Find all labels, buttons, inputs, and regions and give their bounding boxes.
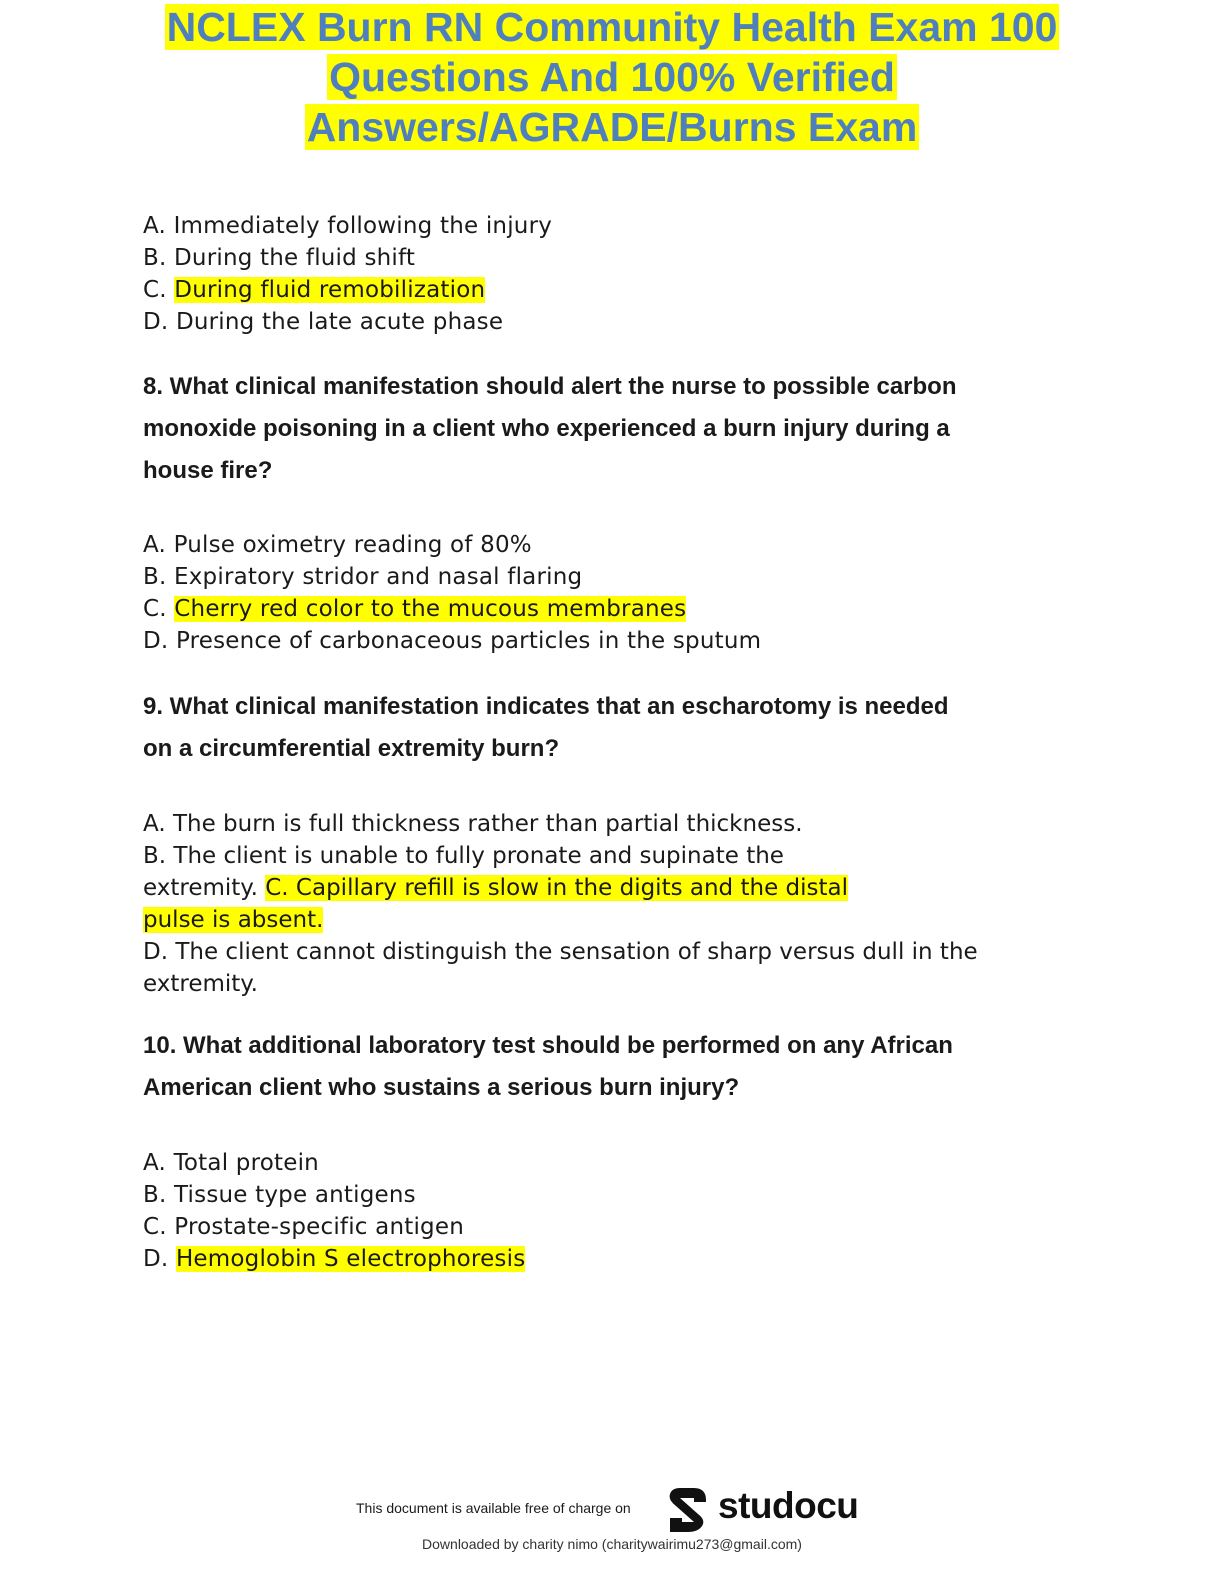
q10-option-a: A. Total protein bbox=[143, 1150, 319, 1176]
highlighted-answer: Cherry red color to the mucous membranes bbox=[174, 596, 687, 622]
q9-question: 9. What clinical manifestation indicates that an escharotomy is needed on a circumferential extremity burn? bbox=[143, 693, 949, 762]
highlighted-answer: C. Capillary refill is slow in the digits and the distal bbox=[265, 875, 848, 901]
q10-option-c: C. Prostate-specific antigen bbox=[143, 1214, 464, 1240]
q10-question: 10. What additional laboratory test should be performed on any African American client who sustains a serious burn injury? bbox=[143, 1032, 953, 1101]
q9-option-a: A. The burn is full thickness rather than partial thickness. bbox=[143, 811, 803, 837]
q7-option-d: D. During the late acute phase bbox=[143, 309, 504, 335]
q7-option-c: C. During fluid remobilization bbox=[143, 277, 486, 303]
q10-option-b: B. Tissue type antigens bbox=[143, 1182, 416, 1208]
q9-option-b-cont: extremity. bbox=[143, 875, 258, 901]
q8-option-b: B. Expiratory stridor and nasal flaring bbox=[143, 564, 583, 590]
q7-option-b: B. During the fluid shift bbox=[143, 245, 416, 271]
q8-option-d: D. Presence of carbonaceous particles in the sputum bbox=[143, 628, 762, 654]
q7-option-a: A. Immediately following the injury bbox=[143, 213, 553, 239]
downloaded-by-text: Downloaded by charity nimo (charitywairimu273@gmail.com) bbox=[422, 1536, 802, 1552]
q10-option-d: D. Hemoglobin S electrophoresis bbox=[143, 1246, 526, 1272]
q9-options bbox=[143, 808, 1103, 1000]
q8-option-c: C. Cherry red color to the mucous membranes bbox=[143, 596, 687, 622]
document-title bbox=[0, 2, 1224, 152]
studocu-logo[interactable] bbox=[664, 1484, 864, 1534]
q8-question: 8. What clinical manifestation should alert the nurse to possible carbon monoxide poisoning in a client who experienced a burn injury during a house fire? bbox=[143, 373, 957, 484]
highlighted-answer: Hemoglobin S electrophoresis bbox=[175, 1246, 526, 1272]
highlighted-answer-cont: pulse is absent. bbox=[143, 907, 324, 933]
q7-options bbox=[143, 210, 1103, 338]
q9-option-d: D. The client cannot distinguish the sensation of sharp versus dull in the bbox=[143, 939, 978, 965]
title-line-1: NCLEX Burn RN Community Health Exam 100 bbox=[166, 4, 1058, 50]
q9-option-b: B. The client is unable to fully pronate and supinate the bbox=[143, 843, 784, 869]
highlighted-answer: During fluid remobilization bbox=[174, 277, 486, 303]
studocu-wordmark: studocu bbox=[718, 1485, 859, 1526]
q8-options bbox=[143, 529, 1103, 657]
q9-option-d-cont: extremity. bbox=[143, 971, 258, 997]
q8-option-a: A. Pulse oximetry reading of 80% bbox=[143, 532, 532, 558]
footer-available-text: This document is available free of charge on bbox=[356, 1500, 631, 1516]
title-line-2: Questions And 100% Verified bbox=[329, 54, 895, 100]
studocu-s-icon bbox=[664, 1484, 712, 1534]
q10-options bbox=[143, 1147, 1103, 1275]
title-line-3: Answers/AGRADE/Burns Exam bbox=[306, 104, 918, 150]
